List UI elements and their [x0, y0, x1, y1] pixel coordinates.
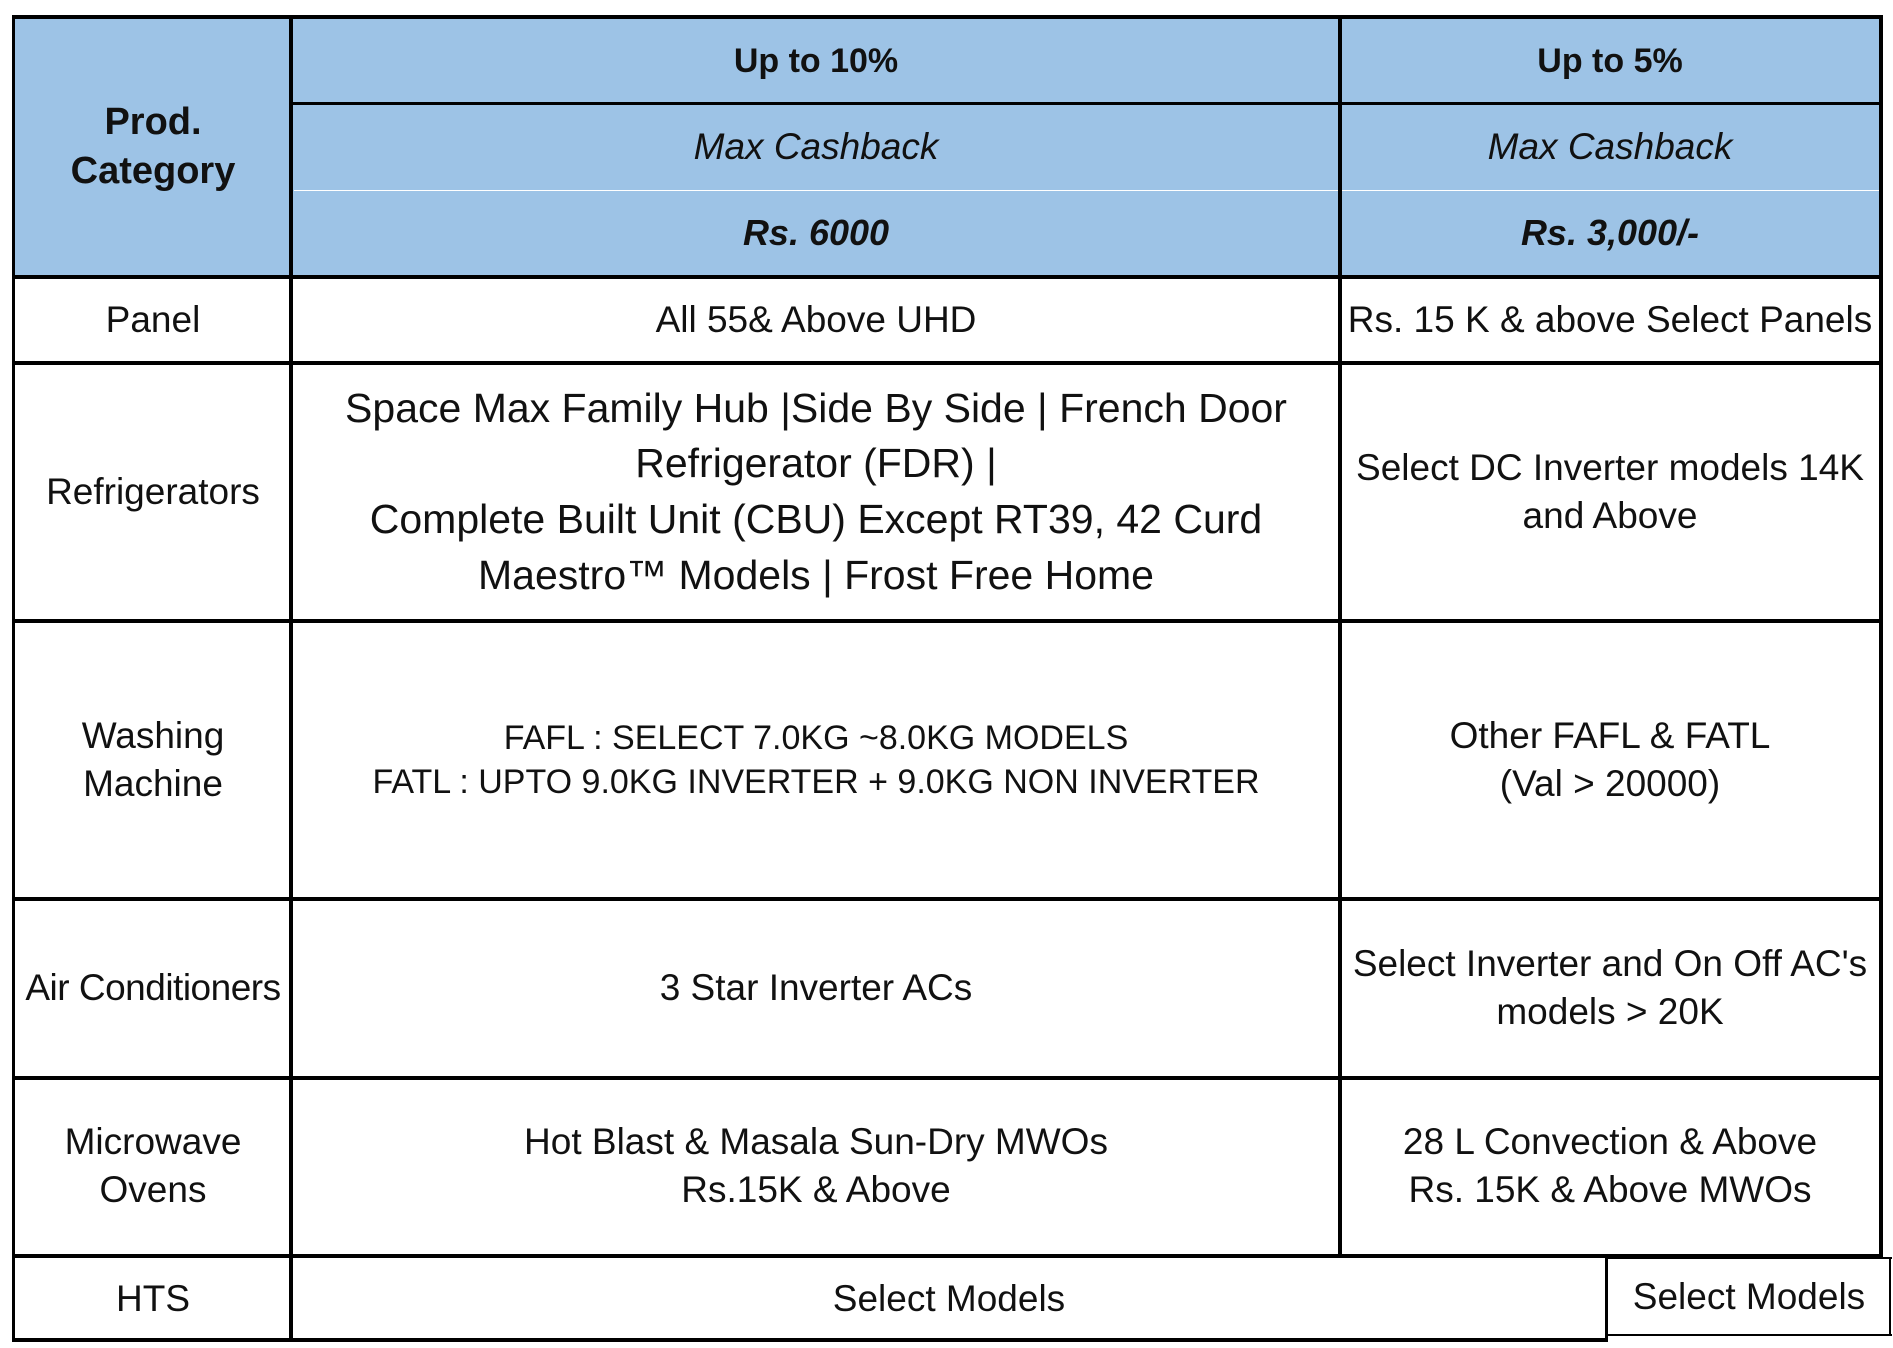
row-washing-machine-category: Washing Machine [81, 714, 225, 804]
row-washing-machine-tier2: Other FAFL & FATL (Val > 20000) [1449, 714, 1771, 804]
header-tier1-max-value: Rs. 6000 [292, 190, 1340, 276]
table-border-left [12, 15, 15, 1342]
header-tier1-max-label: Max Cashback [292, 104, 1340, 190]
hts-right-top-border [1606, 1257, 1892, 1259]
row-refrigerators-tier1: Space Max Family Hub |Side By Side | French Door Refrigerator (FDR) | Complete Built Unit (CBU) Except RT39, 42 Curd Maestro™ Models | Frost Free Home [345, 384, 1287, 598]
row-refrigerators-category: Refrigerators [46, 470, 260, 512]
header-tier2-max-label: Max Cashback [1340, 104, 1880, 190]
hts-right-edge [1889, 1257, 1891, 1336]
table-border-bottom [12, 1338, 1608, 1342]
row-hts-category: HTS [116, 1277, 190, 1319]
row-air-conditioners-tier2: Select Inverter and On Off AC's models > 20K [1352, 942, 1868, 1032]
hts-column-divider [1605, 1257, 1608, 1342]
table-border-right [1879, 15, 1883, 1256]
row-microwave-ovens-tier2: 28 L Convection & Above Rs. 15K & Above MWOs [1402, 1120, 1818, 1210]
header-category-cell: Prod. Category [14, 18, 292, 276]
header-tier2-percent: Up to 5% [1340, 18, 1880, 104]
row-air-conditioners-tier1: 3 Star Inverter ACs [659, 966, 973, 1008]
header-separator [294, 190, 1880, 191]
row-refrigerators-tier2: Select DC Inverter models 14K and Above [1356, 446, 1864, 536]
header-divider-1 [292, 102, 1883, 105]
row-washing-machine-tier1: FAFL : SELECT 7.0KG ~8.0KG MODELS FATL : UPTO 9.0KG INVERTER + 9.0KG NON INVERTER [372, 718, 1260, 801]
header-tier2-max-value: Rs. 3,000/- [1340, 190, 1880, 276]
row-panel-tier2: Rs. 15 K & above Select Panels [1347, 298, 1873, 340]
header-tier1-percent: Up to 10% [292, 18, 1340, 104]
row-panel-category: Panel [105, 298, 201, 340]
column-divider-tiers [1338, 15, 1342, 1256]
row-hts-tier2: Select Models [1632, 1275, 1866, 1317]
row-microwave-ovens-category: Microwave Ovens [64, 1120, 242, 1210]
hts-right-bottom-border [1606, 1334, 1892, 1336]
row-hts-tier1: Select Models [832, 1277, 1066, 1319]
row-panel-tier1: All 55& Above UHD [655, 298, 977, 340]
row-microwave-ovens-tier1: Hot Blast & Masala Sun-Dry MWOs Rs.15K & Above [524, 1120, 1108, 1210]
column-divider-category [289, 15, 293, 1342]
row-air-conditioners-category: Air Conditioners [25, 966, 281, 1008]
